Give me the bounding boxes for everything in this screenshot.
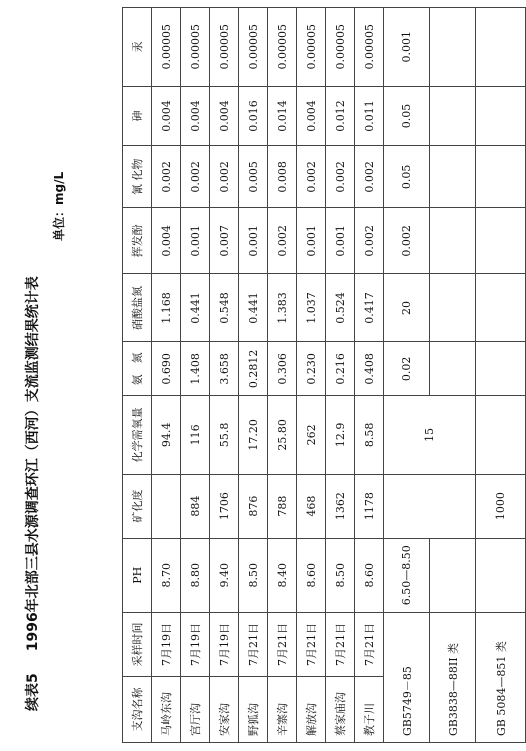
- standard-cyanide: 0.05: [384, 146, 430, 208]
- header-row: [123, 8, 152, 743]
- site-name-cell: 马岭东沟: [152, 676, 181, 742]
- table-cell: 0.008: [268, 146, 297, 208]
- empty-cell: [430, 274, 476, 342]
- header-cell: 硝酸盐氮: [123, 274, 152, 342]
- table-cell: 0.002: [181, 146, 210, 208]
- table-cell: 55.8: [210, 396, 239, 474]
- empty-cell: [430, 8, 476, 87]
- table-cell: 0.2812: [239, 342, 268, 396]
- table-cell: 0.417: [355, 274, 384, 342]
- table-cell: 0.004: [297, 86, 326, 146]
- table-row: [239, 8, 268, 743]
- unit-label: 单位：mg/L: [52, 171, 66, 241]
- header-cell: 化学需氧量: [123, 396, 152, 474]
- table-cell: 116: [181, 396, 210, 474]
- table-cell: 0.016: [239, 86, 268, 146]
- header-cell: 采样时间: [123, 612, 152, 676]
- table-cell: 0.004: [181, 86, 210, 146]
- standard-mercury: 0.001: [384, 8, 430, 87]
- table-cell: 0.441: [239, 274, 268, 342]
- table-cell: 1.408: [181, 342, 210, 396]
- table-cell: 0.00005: [239, 8, 268, 87]
- table-cell: 0.00005: [152, 8, 181, 87]
- table-cell: 788: [268, 474, 297, 538]
- table-cell: 0.002: [355, 146, 384, 208]
- table-cell: [152, 474, 181, 538]
- empty-cell: [476, 342, 526, 396]
- table-cell: 1362: [326, 474, 355, 538]
- site-name-cell: 野狐沟: [239, 676, 268, 742]
- table-cell: 7月21日: [239, 612, 268, 676]
- table-cell: 468: [297, 474, 326, 538]
- empty-cell: [430, 86, 476, 146]
- standard-row-gb3838: [430, 8, 476, 743]
- table-cell: 0.002: [326, 146, 355, 208]
- table-cell: 9.40: [210, 538, 239, 612]
- table-cell: 1.383: [268, 274, 297, 342]
- table-cell: 3.658: [210, 342, 239, 396]
- table-cell: 0.002: [152, 146, 181, 208]
- table-cell: 1.168: [152, 274, 181, 342]
- table-cell: 884: [181, 474, 210, 538]
- table-cell: 8.58: [355, 396, 384, 474]
- table-cell: 7月19日: [210, 612, 239, 676]
- monitoring-results-table: [122, 7, 526, 743]
- table-cell: 0.002: [210, 146, 239, 208]
- table-cell: 0.002: [268, 208, 297, 274]
- standard-label: GB5749－85: [384, 612, 430, 742]
- site-name-cell: 蔡家庙沟: [326, 676, 355, 742]
- table-cell: 7月19日: [181, 612, 210, 676]
- table-cell: 0.004: [152, 86, 181, 146]
- table-cell: 25.80: [268, 396, 297, 474]
- standard-row-gb5084: [476, 8, 526, 743]
- table-cell: 0.00005: [181, 8, 210, 87]
- table-cell: 8.70: [152, 538, 181, 612]
- empty-cell: [476, 274, 526, 342]
- table-cell: 0.00005: [326, 8, 355, 87]
- table-cell: 1706: [210, 474, 239, 538]
- header-cell: PH: [123, 538, 152, 612]
- standard-ammonia: 0.02: [384, 342, 430, 396]
- table-row: [297, 8, 326, 743]
- table-cell: 0.00005: [355, 8, 384, 87]
- table-cell: 0.004: [210, 86, 239, 146]
- header-cell: 氨 氮: [123, 342, 152, 396]
- standard-cod: 15: [384, 396, 476, 474]
- table-number: 续表5: [25, 673, 41, 711]
- table-cell: 0.690: [152, 342, 181, 396]
- table-body: [152, 8, 384, 743]
- standard-row-gb5749: [384, 8, 430, 743]
- table-cell: 0.014: [268, 86, 297, 146]
- header-cell: 挥发酚: [123, 208, 152, 274]
- table-cell: 8.60: [355, 538, 384, 612]
- standard-nitrate: 20: [384, 274, 430, 342]
- empty-cell: [430, 146, 476, 208]
- table-cell: 0.216: [326, 342, 355, 396]
- table-cell: 0.408: [355, 342, 384, 396]
- site-name-cell: 教子川: [355, 676, 384, 742]
- table-cell: 0.002: [355, 208, 384, 274]
- table-cell: 1178: [355, 474, 384, 538]
- table-cell: 0.306: [268, 342, 297, 396]
- table-row: [210, 8, 239, 743]
- site-name-cell: 辛寨沟: [268, 676, 297, 742]
- table-row: [152, 8, 181, 743]
- table-cell: 0.548: [210, 274, 239, 342]
- header-cell: 矿化度: [123, 474, 152, 538]
- empty-cell: [476, 86, 526, 146]
- table-cell: 8.60: [297, 538, 326, 612]
- table-cell: 0.012: [326, 86, 355, 146]
- table-cell: 0.007: [210, 208, 239, 274]
- empty-cell: [384, 474, 476, 538]
- table-cell: 12.9: [326, 396, 355, 474]
- header-cell: 氰 化物: [123, 146, 152, 208]
- table-cell: 1.037: [297, 274, 326, 342]
- table-cell: 0.001: [326, 208, 355, 274]
- header-cell: 支沟名称: [123, 676, 152, 742]
- table-cell: 17.20: [239, 396, 268, 474]
- table-cell: 0.00005: [210, 8, 239, 87]
- standards-body: [384, 8, 526, 743]
- standard-phenol: 0.002: [384, 208, 430, 274]
- table-cell: 7月21日: [297, 612, 326, 676]
- empty-cell: [430, 208, 476, 274]
- table-cell: 0.004: [152, 208, 181, 274]
- standard-label: GB 5084—851 类: [476, 612, 526, 742]
- header-cell: 汞: [123, 8, 152, 87]
- standard-label: GB3838—88II 类: [430, 612, 476, 742]
- empty-cell: [476, 8, 526, 87]
- table-row: [181, 8, 210, 743]
- empty-cell: [476, 538, 526, 612]
- table-cell: 0.524: [326, 274, 355, 342]
- table-cell: 0.001: [181, 208, 210, 274]
- table-cell: 8.50: [326, 538, 355, 612]
- table-cell: 0.005: [239, 146, 268, 208]
- table-cell: 0.441: [181, 274, 210, 342]
- standard-arsenic: 0.05: [384, 86, 430, 146]
- table-cell: 0.00005: [297, 8, 326, 87]
- table-cell: 7月19日: [152, 612, 181, 676]
- site-name-cell: 解放沟: [297, 676, 326, 742]
- table-cell: 0.00005: [268, 8, 297, 87]
- table-title-text: 1996年北部三县水源调查环江（西河）支流监测结果统计表: [25, 276, 41, 652]
- table-cell: 8.80: [181, 538, 210, 612]
- table-cell: 0.001: [239, 208, 268, 274]
- table-cell: 7月21日: [268, 612, 297, 676]
- table-row: [355, 8, 384, 743]
- table-row: [326, 8, 355, 743]
- table-cell: 0.002: [297, 146, 326, 208]
- table-cell: 7月21日: [326, 612, 355, 676]
- site-name-cell: 安家沟: [210, 676, 239, 742]
- empty-cell: [430, 342, 476, 396]
- table-cell: 8.40: [268, 538, 297, 612]
- standard-mineral: 1000: [476, 474, 526, 538]
- empty-cell: [476, 146, 526, 208]
- table-row: [268, 8, 297, 743]
- site-name-cell: 宫厅沟: [181, 676, 210, 742]
- empty-cell: [476, 396, 526, 474]
- table-cell: 0.001: [297, 208, 326, 274]
- table-title: [22, 21, 42, 711]
- empty-cell: [476, 208, 526, 274]
- table-cell: 8.50: [239, 538, 268, 612]
- table-cell: 876: [239, 474, 268, 538]
- table-cell: 0.011: [355, 86, 384, 146]
- table-cell: 94.4: [152, 396, 181, 474]
- table-cell: 262: [297, 396, 326, 474]
- header-cell: 砷: [123, 86, 152, 146]
- standard-ph: 6.50—8.50: [384, 538, 430, 612]
- empty-cell: [430, 538, 476, 612]
- table-cell: 7月21日: [355, 612, 384, 676]
- table-cell: 0.230: [297, 342, 326, 396]
